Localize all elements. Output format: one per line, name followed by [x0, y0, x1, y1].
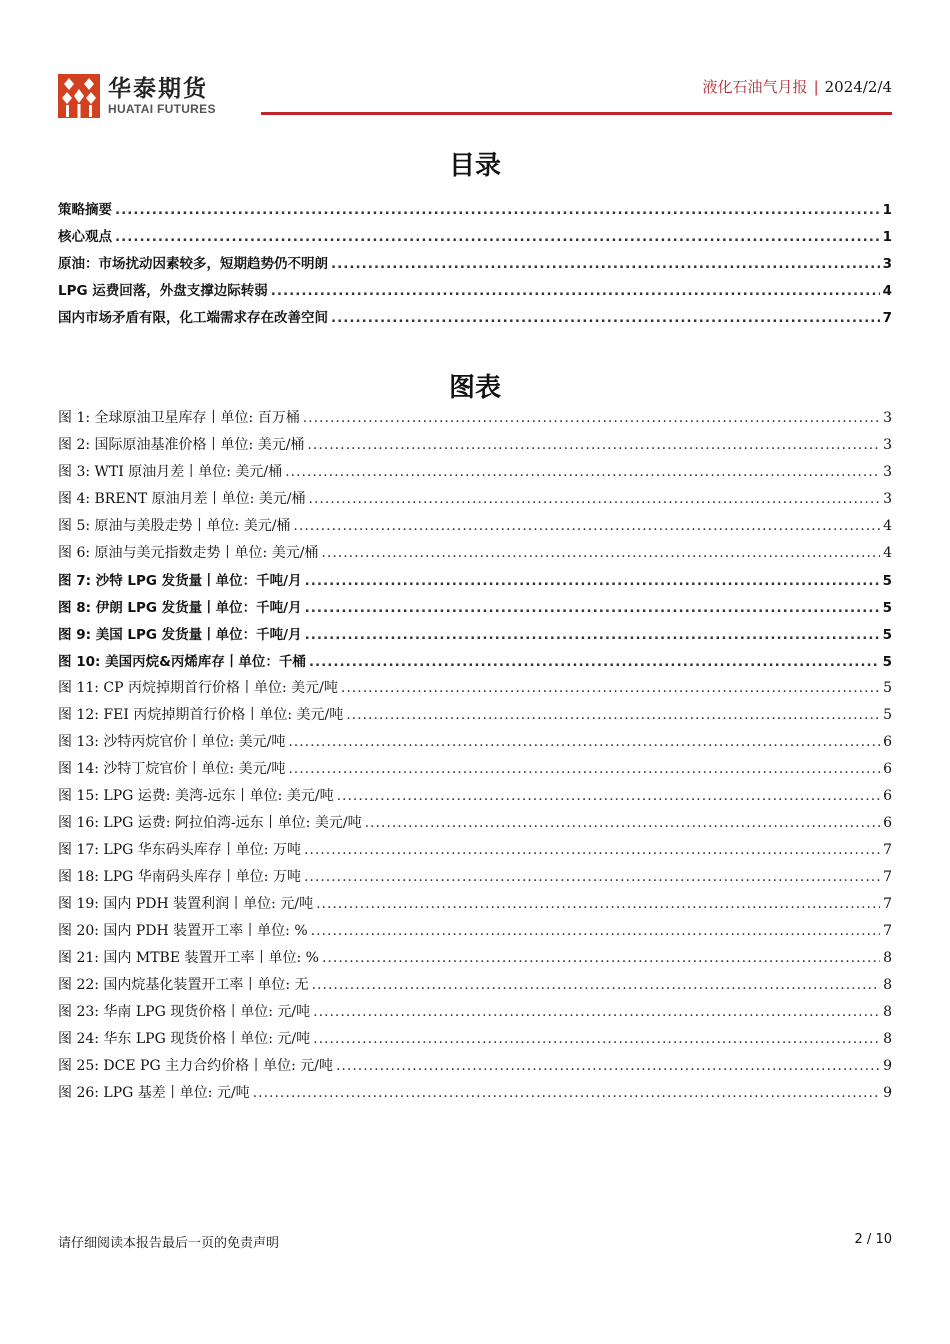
toc-entry[interactable] [58, 252, 892, 279]
entry-page: 6 [883, 815, 892, 831]
figure-entry[interactable] [58, 596, 892, 623]
entry-label: 图 17: LPG 华东码头库存丨单位: 万吨 [58, 842, 301, 858]
entry-label: 图 11: CP 丙烷掉期首行价格丨单位: 美元/吨 [58, 680, 338, 696]
dot-leader [115, 202, 880, 218]
dot-leader [285, 464, 880, 480]
entry-page: 5 [882, 627, 892, 643]
header-separator: | [813, 78, 819, 96]
logo-mark-icon [58, 74, 100, 118]
entry-label: 图 18: LPG 华南码头库存丨单位: 万吨 [58, 869, 301, 885]
entry-page: 6 [883, 788, 892, 804]
dot-leader [322, 950, 880, 966]
entry-page: 3 [882, 256, 892, 272]
figure-entry[interactable] [58, 623, 892, 650]
entry-page: 3 [883, 410, 892, 426]
entry-label: LPG 运费回落，外盘支撑边际转弱 [58, 283, 268, 299]
figure-entry[interactable] [58, 1028, 892, 1055]
entry-label: 图 10: 美国丙烷&丙烯库存丨单位：千桶 [58, 654, 306, 670]
entry-label: 图 19: 国内 PDH 装置利润丨单位: 元/吨 [58, 896, 314, 912]
entry-label: 图 2: 国际原油基准价格丨单位: 美元/桶 [58, 437, 305, 453]
entry-page: 1 [882, 202, 892, 218]
entry-page: 7 [883, 869, 892, 885]
figure-entry[interactable] [58, 542, 892, 569]
entry-label: 图 15: LPG 运费: 美湾-远东丨单位: 美元/吨 [58, 788, 334, 804]
dot-leader [336, 1058, 880, 1074]
entry-label: 图 8: 伊朗 LPG 发货量丨单位：千吨/月 [58, 600, 302, 616]
dot-leader [311, 923, 880, 939]
figure-entry[interactable] [58, 569, 892, 596]
entry-label: 图 13: 沙特丙烷官价丨单位: 美元/吨 [58, 734, 286, 750]
entry-page: 6 [883, 734, 892, 750]
toc-list [58, 198, 892, 333]
entry-page: 9 [883, 1058, 892, 1074]
entry-page: 4 [883, 518, 892, 534]
report-date: 2024/2/4 [824, 78, 892, 96]
figure-entry[interactable] [58, 650, 892, 677]
entry-label: 图 6: 原油与美元指数走势丨单位: 美元/桶 [58, 545, 319, 561]
dot-leader [337, 788, 881, 804]
entry-label: 图 23: 华南 LPG 现货价格丨单位: 元/吨 [58, 1004, 311, 1020]
figure-entry[interactable] [58, 731, 892, 758]
dot-leader [305, 600, 880, 616]
entry-label: 图 9: 美国 LPG 发货量丨单位：千吨/月 [58, 627, 302, 643]
entry-page: 4 [883, 545, 892, 561]
entry-page: 7 [883, 923, 892, 939]
figure-entry[interactable] [58, 1082, 892, 1109]
dot-leader [115, 229, 880, 245]
entry-label: 图 1: 全球原油卫星库存丨单位: 百万桶 [58, 410, 300, 426]
entry-label: 国内市场矛盾有限，化工端需求存在改善空间 [58, 310, 328, 326]
entry-label: 策略摘要 [58, 202, 112, 218]
figure-entry[interactable] [58, 434, 892, 461]
dot-leader [305, 573, 880, 589]
figure-entry[interactable] [58, 920, 892, 947]
entry-page: 5 [882, 600, 892, 616]
logo-en-text: HUATAI FUTURES [108, 102, 216, 116]
entry-page: 5 [882, 573, 892, 589]
entry-label: 图 3: WTI 原油月差丨单位: 美元/桶 [58, 464, 283, 480]
entry-label: 原油：市场扰动因素较多，短期趋势仍不明朗 [58, 256, 328, 272]
dot-leader [331, 310, 880, 326]
dot-leader [288, 761, 880, 777]
figure-entry[interactable] [58, 758, 892, 785]
entry-page: 3 [883, 464, 892, 480]
figure-entry[interactable] [58, 1055, 892, 1082]
dot-leader [331, 256, 880, 272]
figure-entry[interactable] [58, 839, 892, 866]
dot-leader [321, 545, 880, 561]
dot-leader [313, 1031, 880, 1047]
report-header [703, 76, 892, 97]
report-type: 液化石油气月报 [702, 78, 808, 96]
toc-entry[interactable] [58, 306, 892, 333]
dot-leader [271, 283, 880, 299]
entry-page: 5 [883, 707, 892, 723]
figure-entry[interactable] [58, 785, 892, 812]
entry-label: 图 25: DCE PG 主力合约价格丨单位: 元/吨 [58, 1058, 333, 1074]
figure-entry[interactable] [58, 947, 892, 974]
figure-entry[interactable] [58, 488, 892, 515]
entry-label: 图 7: 沙特 LPG 发货量丨单位：千吨/月 [58, 573, 302, 589]
figure-entry[interactable] [58, 704, 892, 731]
header-divider [261, 112, 892, 115]
entry-page: 3 [883, 437, 892, 453]
entry-label: 图 4: BRENT 原油月差丨单位: 美元/桶 [58, 491, 306, 507]
dot-leader [305, 627, 880, 643]
dot-leader [365, 815, 881, 831]
dot-leader [307, 437, 880, 453]
entry-label: 图 14: 沙特丁烷官价丨单位: 美元/吨 [58, 761, 286, 777]
entry-label: 图 24: 华东 LPG 现货价格丨单位: 元/吨 [58, 1031, 311, 1047]
figure-entry[interactable] [58, 461, 892, 488]
entry-page: 7 [882, 310, 892, 326]
entry-page: 6 [883, 761, 892, 777]
entry-page: 1 [882, 229, 892, 245]
entry-label: 图 16: LPG 运费: 阿拉伯湾-远东丨单位: 美元/吨 [58, 815, 362, 831]
entry-label: 图 20: 国内 PDH 装置开工率丨单位: % [58, 923, 308, 939]
figure-entry[interactable] [58, 812, 892, 839]
entry-page: 5 [883, 680, 892, 696]
entry-page: 8 [883, 1031, 892, 1047]
entry-page: 7 [883, 842, 892, 858]
dot-leader [312, 977, 880, 993]
dot-leader [341, 680, 880, 696]
dot-leader [304, 842, 880, 858]
dot-leader [293, 518, 880, 534]
huatai-logo [58, 74, 216, 118]
figure-entry[interactable] [58, 407, 892, 434]
entry-label: 图 12: FEI 丙烷掉期首行价格丨单位: 美元/吨 [58, 707, 344, 723]
dot-leader [288, 734, 880, 750]
entry-page: 8 [883, 977, 892, 993]
entry-page: 8 [883, 950, 892, 966]
dot-leader [253, 1085, 880, 1101]
dot-leader [313, 1004, 880, 1020]
entry-label: 图 22: 国内烷基化装置开工率丨单位: 无 [58, 977, 309, 993]
figure-entry[interactable] [58, 677, 892, 704]
dot-leader [309, 491, 881, 507]
entry-label: 图 21: 国内 MTBE 装置开工率丨单位: % [58, 950, 319, 966]
toc-title: 目录 [448, 151, 501, 181]
dot-leader [309, 654, 880, 670]
toc-entry[interactable] [58, 225, 892, 252]
figure-entry[interactable] [58, 515, 892, 542]
dot-leader [316, 896, 880, 912]
figures-title: 图表 [448, 373, 501, 403]
entry-page: 8 [883, 1004, 892, 1020]
dot-leader [303, 410, 880, 426]
page-indicator: 2 / 10 [854, 1232, 892, 1247]
figure-list [58, 407, 892, 1109]
figure-entry[interactable] [58, 974, 892, 1001]
entry-label: 图 5: 原油与美股走势丨单位: 美元/桶 [58, 518, 291, 534]
entry-page: 3 [883, 491, 892, 507]
figure-entry[interactable] [58, 893, 892, 920]
figure-entry[interactable] [58, 866, 892, 893]
toc-entry[interactable] [58, 198, 892, 225]
toc-entry[interactable] [58, 279, 892, 306]
logo-cn-text: 华泰期货 [108, 76, 208, 102]
entry-page: 5 [882, 654, 892, 670]
entry-label: 图 26: LPG 基差丨单位: 元/吨 [58, 1085, 250, 1101]
entry-page: 7 [883, 896, 892, 912]
dot-leader [346, 707, 880, 723]
entry-page: 9 [883, 1085, 892, 1101]
dot-leader [304, 869, 880, 885]
footer-disclaimer: 请仔细阅读本报告最后一页的免责声明 [58, 1236, 280, 1251]
figure-entry[interactable] [58, 1001, 892, 1028]
entry-label: 核心观点 [58, 229, 112, 245]
entry-page: 4 [882, 283, 892, 299]
